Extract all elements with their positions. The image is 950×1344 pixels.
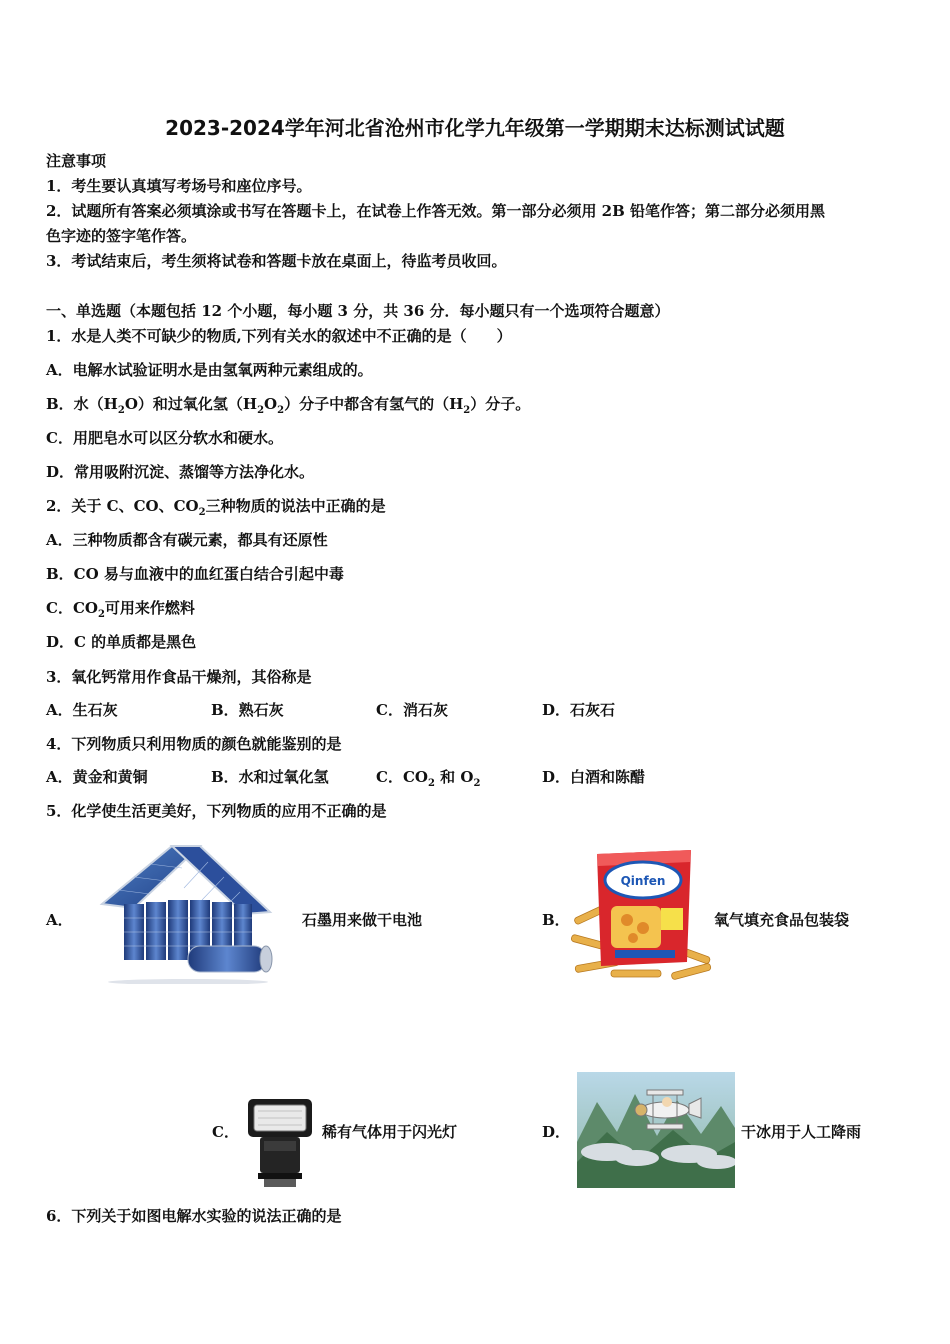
q6-stem: 6．下列关于如图电解水实验的说法正确的是 (46, 1207, 342, 1225)
q5-option-b-label: B． (542, 911, 570, 929)
q4-option-b: B．水和过氧化氢 (211, 768, 329, 786)
q1-option-d: D．常用吸附沉淀、蒸馏等方法净化水。 (46, 463, 315, 481)
notice-item-2-cont: 色字迹的签字笔作答。 (46, 227, 197, 245)
q1-stem: 1．水是人类不可缺少的物质,下列有关水的叙述中不正确的是（ ） (46, 327, 512, 345)
q5-option-d-label: D． (542, 1123, 571, 1141)
section-heading: 一、单选题（本题包括 12 个小题，每小题 3 分，共 36 分．每小题只有一个选项符合题意） (46, 302, 670, 320)
q5-option-c-label: C． (212, 1123, 239, 1141)
notice-item-2: 2．试题所有答案必须填涂或书写在答题卡上，在试卷上作答无效。第一部分必须用 2B 铅笔作答；第二部分必须用黑 (46, 202, 826, 220)
q3-option-a: A．生石灰 (46, 701, 118, 719)
notice-heading: 注意事项 (46, 152, 107, 170)
q1-option-b: B．水$(H_2O)$和过氧化氢$(H_2O_2)$分子中都含有氢气的$(H_2)$分子。 (46, 395, 531, 416)
q3-option-c: C．消石灰 (376, 701, 448, 719)
q2-option-a: A．三种物质都含有碳元素，都具有还原性 (46, 531, 328, 549)
q5-stem: 5．化学使生活更美好，下列物质的应用不正确的是 (46, 802, 387, 820)
snack-package-image (571, 850, 713, 984)
q1-option-c: C．用肥皂水可以区分软水和硬水。 (46, 429, 283, 447)
camera-flash-image (246, 1097, 316, 1189)
q5-option-b-text: 氧气填充食品包装袋 (714, 911, 850, 929)
q5-option-a-label: A． (46, 911, 73, 929)
page-title: 2023-2024学年河北省沧州市化学九年级第一学期期末达标测试试题 (165, 116, 785, 140)
q5-option-c-text: 稀有气体用于闪光灯 (322, 1123, 458, 1141)
q4-option-c: C．$CO_2$ 和 $O_2$ (376, 768, 481, 789)
snack-brand-text: Qinfen (620, 874, 666, 888)
q3-option-b: B．熟石灰 (211, 701, 284, 719)
q2-option-d: D．C 的单质都是黑色 (46, 633, 197, 651)
q4-stem: 4．下列物质只利用物质的颜色就能鉴别的是 (46, 735, 342, 753)
artificial-rain-plane-image (577, 1072, 735, 1188)
q2-option-b: B．CO 易与血液中的血红蛋白结合引起中毒 (46, 565, 344, 583)
q4-option-d: D．白酒和陈醋 (542, 768, 646, 786)
q3-stem: 3．氧化钙常用作食品干燥剂，其俗称是 (46, 668, 312, 686)
q4-option-a: A．黄金和黄铜 (46, 768, 148, 786)
q5-option-d-text: 干冰用于人工降雨 (741, 1123, 862, 1141)
q2-stem: 2．关于 C、CO、$CO_2$三种物质的说法中正确的是 (46, 497, 386, 518)
notice-item-3: 3．考试结束后，考生须将试卷和答题卡放在桌面上，待监考员收回。 (46, 252, 507, 270)
q2-option-c: C．$CO_2$可用来作燃料 (46, 599, 195, 620)
q3-option-d: D．石灰石 (542, 701, 616, 719)
notice-item-1: 1．考生要认真填写考场号和座位序号。 (46, 177, 312, 195)
q5-option-a-text: 石墨用来做干电池 (302, 911, 423, 929)
q1-option-a: A．电解水试验证明水是由氢氧两种元素组成的。 (46, 361, 373, 379)
solar-battery-house-image (98, 842, 276, 984)
